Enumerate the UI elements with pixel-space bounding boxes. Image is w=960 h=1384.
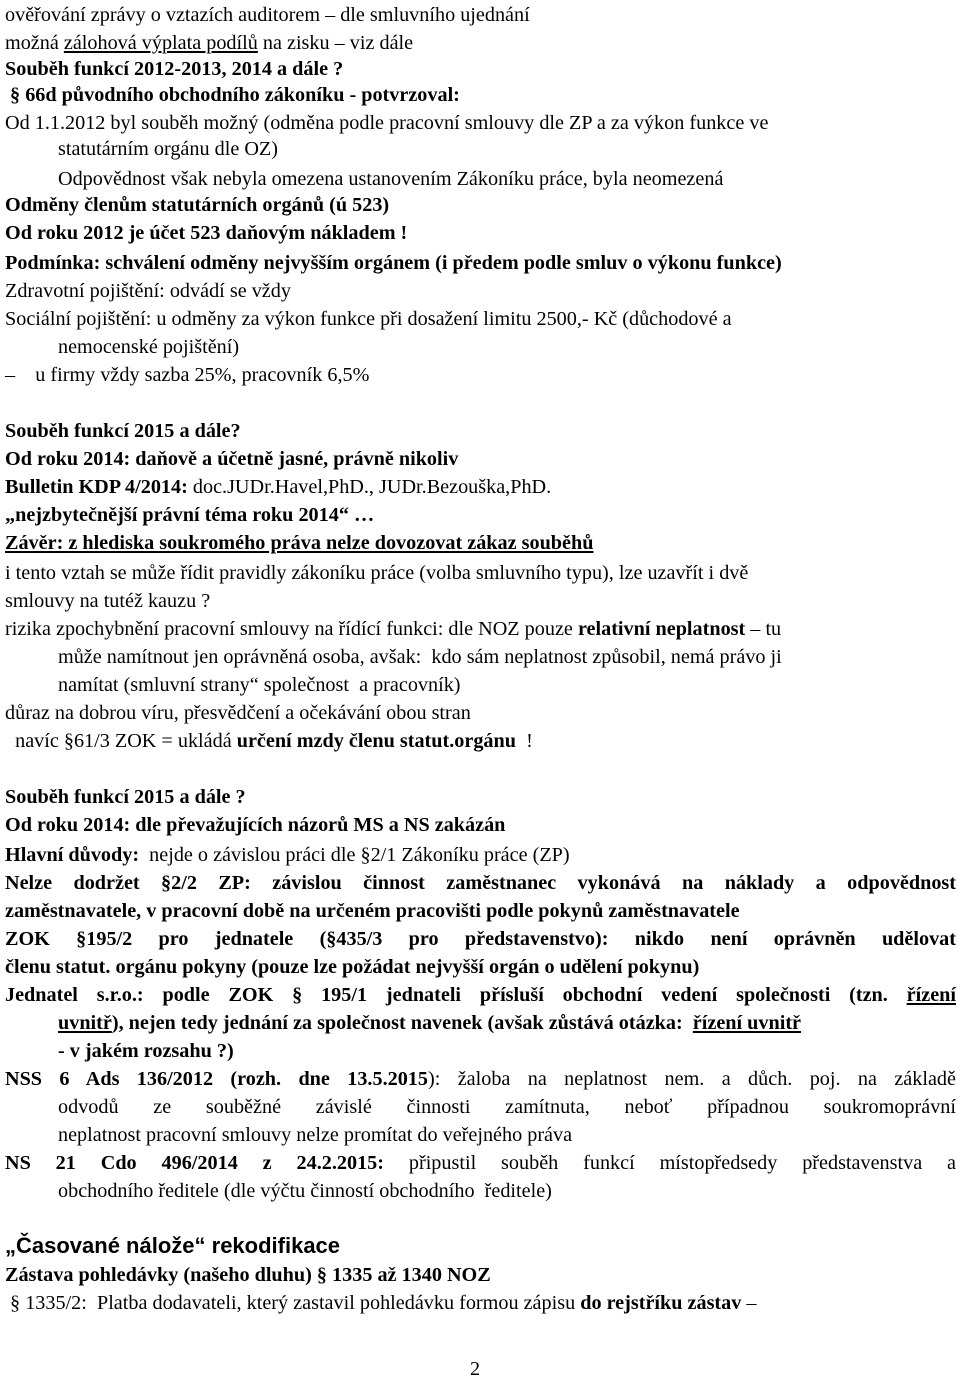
conclusion-line: Závěr: z hlediska soukromého práva nelze dovozovat zákaz souběhů	[5, 532, 594, 554]
text-line: uvnitř), nejen tedy jednání za společnost navenek (avšak zůstává otázka: řízení uvnitř	[58, 1012, 802, 1034]
text-line: § 66d původního obchodního zákoníku - potvrzoval:	[5, 84, 460, 106]
text-line: NS 21 Cdo 496/2014 z 24.2.2015: připustil souběh funkcí místopředsedy představenstva a	[5, 1152, 957, 1174]
text-line: rizika zpochybnění pracovní smlouvy na řídící funkci: dle NOZ pouze relativní neplatnost – tu	[5, 618, 782, 640]
text-line: Podmínka: schválení odměny nejvyšším orgánem (i předem podle smluv o výkonu funkce)	[5, 252, 782, 274]
text-line: Od 1.1.2012 byl souběh možný (odměna podle pracovní smlouvy dle ZP a za výkon funkce ve	[5, 112, 769, 134]
underlined-phrase: zálohová výplata podílů	[63, 32, 258, 54]
text-line: Hlavní důvody: nejde o závislou práci dle §2/1 Zákoníku práce (ZP)	[5, 844, 570, 866]
text-line: důraz na dobrou víru, přesvědčení a očekávání obou stran	[5, 702, 471, 724]
section-heading: Souběh funkcí 2012-2013, 2014 a dále ?	[5, 58, 344, 80]
text-line: ověřování zprávy o vztazích auditorem – dle smluvního ujednání	[5, 4, 530, 26]
page-number: 2	[470, 1358, 481, 1380]
text-line: namítat (smluvní strany“ společnost a pracovník)	[58, 674, 461, 696]
text-line: Nelze dodržet §2/2 ZP: závislou činnost zaměstnanec vykonává na náklady a odpovědnost	[5, 872, 956, 894]
text-line: Jednatel s.r.o.: podle ZOK § 195/1 jednateli přísluší obchodní vedení společnosti (tzn. řízení	[5, 984, 956, 1006]
text-line: ZOK §195/2 pro jednatele (§435/3 pro představenstvo): nikdo není oprávněn udělovat	[5, 928, 956, 950]
text-line: může namítnout jen oprávněná osoba, avšak: kdo sám neplatnost způsobil, nemá právo ji	[58, 646, 782, 668]
text-line: Od roku 2014: dle převažujících názorů MS a NS zakázán	[5, 814, 506, 836]
text-line: Zástava pohledávky (našeho dluhu) § 1335 až 1340 NOZ	[5, 1264, 491, 1286]
dash-list-item: – u firmy vždy sazba 25%, pracovník 6,5%	[5, 364, 370, 386]
text-line: odvodů ze souběžné závislé činnosti zamítnuta, neboť případnou soukromoprávní	[58, 1096, 956, 1118]
text-line: možná zálohová výplata podílů na zisku – viz dále	[5, 32, 414, 54]
text-line: zaměstnavatele, v pracovní době na určeném pracovišti podle pokynů zaměstnavatele	[5, 900, 740, 922]
text-line: nemocenské pojištění)	[58, 336, 240, 358]
text-line: členu statut. orgánu pokyny (pouze lze požádat nejvyšší orgán o udělení pokynu)	[5, 956, 700, 978]
text-line: i tento vztah se může řídit pravidly zákoníku práce (volba smluvního typu), lze uzavřít i dvě	[5, 562, 749, 584]
text-line: NSS 6 Ads 136/2012 (rozh. dne 13.5.2015): žaloba na neplatnost nem. a důch. poj. na základě	[5, 1068, 956, 1090]
text-line: Od roku 2012 je účet 523 daňovým nákladem !	[5, 222, 408, 244]
text-line: Bulletin KDP 4/2014: doc.JUDr.Havel,PhD., JUDr.Bezouška,PhD.	[5, 476, 552, 498]
text-line: Od roku 2014: daňově a účetně jasné, právně nikoliv	[5, 448, 459, 470]
text-line: navíc §61/3 ZOK = ukládá určení mzdy členu statut.orgánu !	[5, 730, 533, 752]
text-line: Odměny členům statutárních orgánů (ú 523)	[5, 194, 390, 216]
section-heading: Souběh funkcí 2015 a dále ?	[5, 786, 246, 808]
text-line: Odpovědnost však nebyla omezena ustanovením Zákoníku práce, byla neomezená	[58, 168, 724, 190]
text-line: „nejzbytečnější právní téma roku 2014“ …	[5, 504, 375, 526]
text-line: Sociální pojištění: u odměny za výkon funkce při dosažení limitu 2500,- Kč (důchodové a	[5, 308, 732, 330]
text-line: statutárním orgánu dle OZ)	[58, 138, 278, 160]
section-heading: Souběh funkcí 2015 a dále?	[5, 420, 241, 442]
text-line: Zdravotní pojištění: odvádí se vždy	[5, 280, 291, 302]
section-heading-sans: „Časované nálože“ rekodifikace	[5, 1233, 341, 1258]
text-line: obchodního ředitele (dle výčtu činností obchodního ředitele)	[58, 1180, 552, 1202]
text-line: smlouvy na tutéž kauzu ?	[5, 590, 211, 612]
text-line: neplatnost pracovní smlouvy nelze promítat do veřejného práva	[58, 1124, 573, 1146]
text-line: - v jakém rozsahu ?)	[58, 1040, 234, 1062]
text-line: § 1335/2: Platba dodavateli, který zastavil pohledávku formou zápisu do rejstříku zástav –	[5, 1292, 757, 1314]
